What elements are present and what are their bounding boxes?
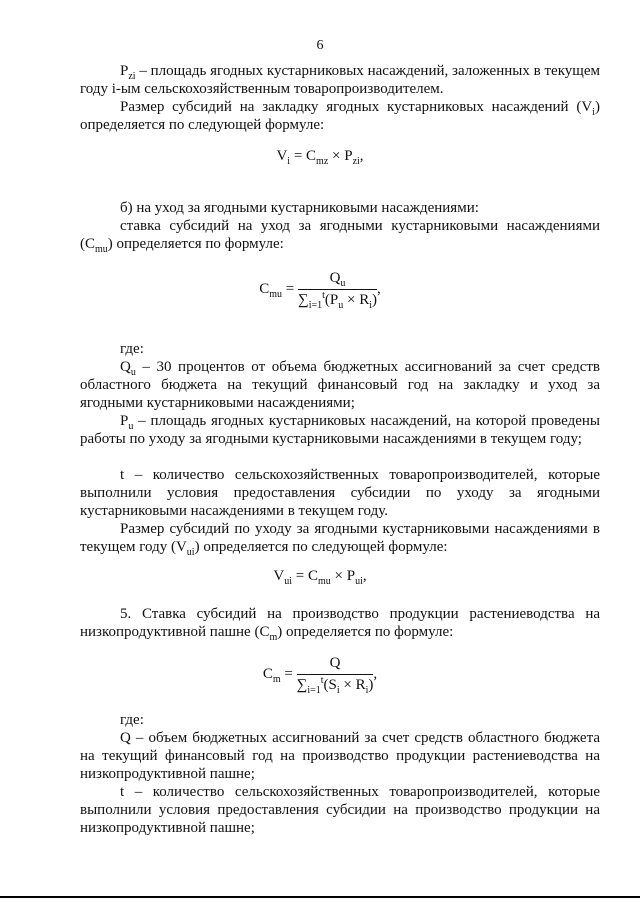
formula-vui: $V_{ui} = C_{mu} \times P_{ui}$,	[273, 568, 367, 587]
symbol: P	[120, 63, 129, 79]
paragraph-qu: $Q_u - 30$ процентов от объема бюджетных ассигнований за счет средств областного бюджета на текущий финансовый год на закладку и уход за ягодными кустарниковыми насаждениями;	[80, 359, 600, 411]
paragraph-pzi	[80, 62, 600, 98]
paragraph-pu: $P_u$ – площадь ягодных кустарниковых насаждений, на которой проведены работы по уходу за ягодными кустарниковыми насаждениями в текущем году;	[80, 413, 600, 447]
paragraph-cmu-intro: ставка субсидий на уход за ягодными кустарниковыми насаждениями $(C_{mu})$ определяется по формуле:	[80, 218, 600, 255]
paragraph-t-1: t – количество сельскохозяйственных товаропроизводителей, которые выполнили условия предоставления субсидии по уходу за ягодными кустарниковыми насаждениями в текущем году.	[80, 467, 600, 519]
denominator: $\sum_{i=1}^t(S_i \times R_i)$	[296, 675, 374, 696]
paragraph-t-2: t – количество сельскохозяйственных товаропроизводителей, которые выполнили условия предоставления субсидии на производство продукции на низкопродуктивной пашне;	[80, 784, 600, 836]
where-label-1: где:	[120, 341, 144, 357]
paragraph-text: – площадь ягодных кустарниковых насаждений, заложенных в текущем году i-ым сельскохозяйственным товаропроизводителем.	[80, 63, 600, 97]
paragraph-vi-intro	[80, 98, 600, 134]
paragraph-text-tail: ) определяется по следующей формуле:	[80, 99, 600, 133]
where-label-2: где:	[120, 712, 144, 728]
paragraph-5: 5. Ставка субсидий на производство продукции растениеводства на низкопродуктивной пашне $(C_m)$ определяется по формуле:	[80, 606, 600, 643]
page-number: 6	[316, 38, 324, 53]
symbol-subscript: zi	[128, 71, 136, 82]
formula-vi: $V_i = C_{mz} \times P_{zi}$,	[276, 148, 364, 167]
paragraph-q: Q – объем бюджетных ассигнований за счет средств областного бюджета на текущий финансовый год на производство продукции растениеводства на низкопродуктивной пашне;	[80, 730, 600, 782]
symbol-subscript: i	[592, 107, 595, 118]
formula-cm: $C_m$ = $\frac{Q}{\sum_{i=1}^t(S_i \times R_i)}$ ,	[262, 655, 378, 696]
paragraph-vui-intro: Размер субсидий по уходу за ягодными кустарниковыми насаждениями в текущем году $(V_{ui})$ определяется по следующей формуле:	[80, 521, 600, 558]
fraction	[298, 270, 377, 309]
denominator: $\sum_{i=1}^t(P_u \times R_i)$	[298, 290, 377, 311]
numerator: Q	[297, 655, 374, 675]
paragraph-b: б) на уход за ягодными кустарниковыми насаждениями:	[120, 200, 479, 216]
page-bottom-border	[0, 896, 640, 898]
paragraph-text: Размер субсидий на закладку ягодных кустарниковых насаждений (V	[120, 99, 593, 115]
numerator: $Q_u$	[298, 270, 377, 290]
fraction	[297, 655, 374, 694]
sum-symbol: ∑	[296, 677, 308, 693]
sum-symbol: ∑	[298, 292, 309, 308]
formula-cmu: $C_{mu}$ = $\frac{Q_u}{\sum_{i=1}^t(P_u \times R_i)}$ ,	[259, 270, 381, 311]
